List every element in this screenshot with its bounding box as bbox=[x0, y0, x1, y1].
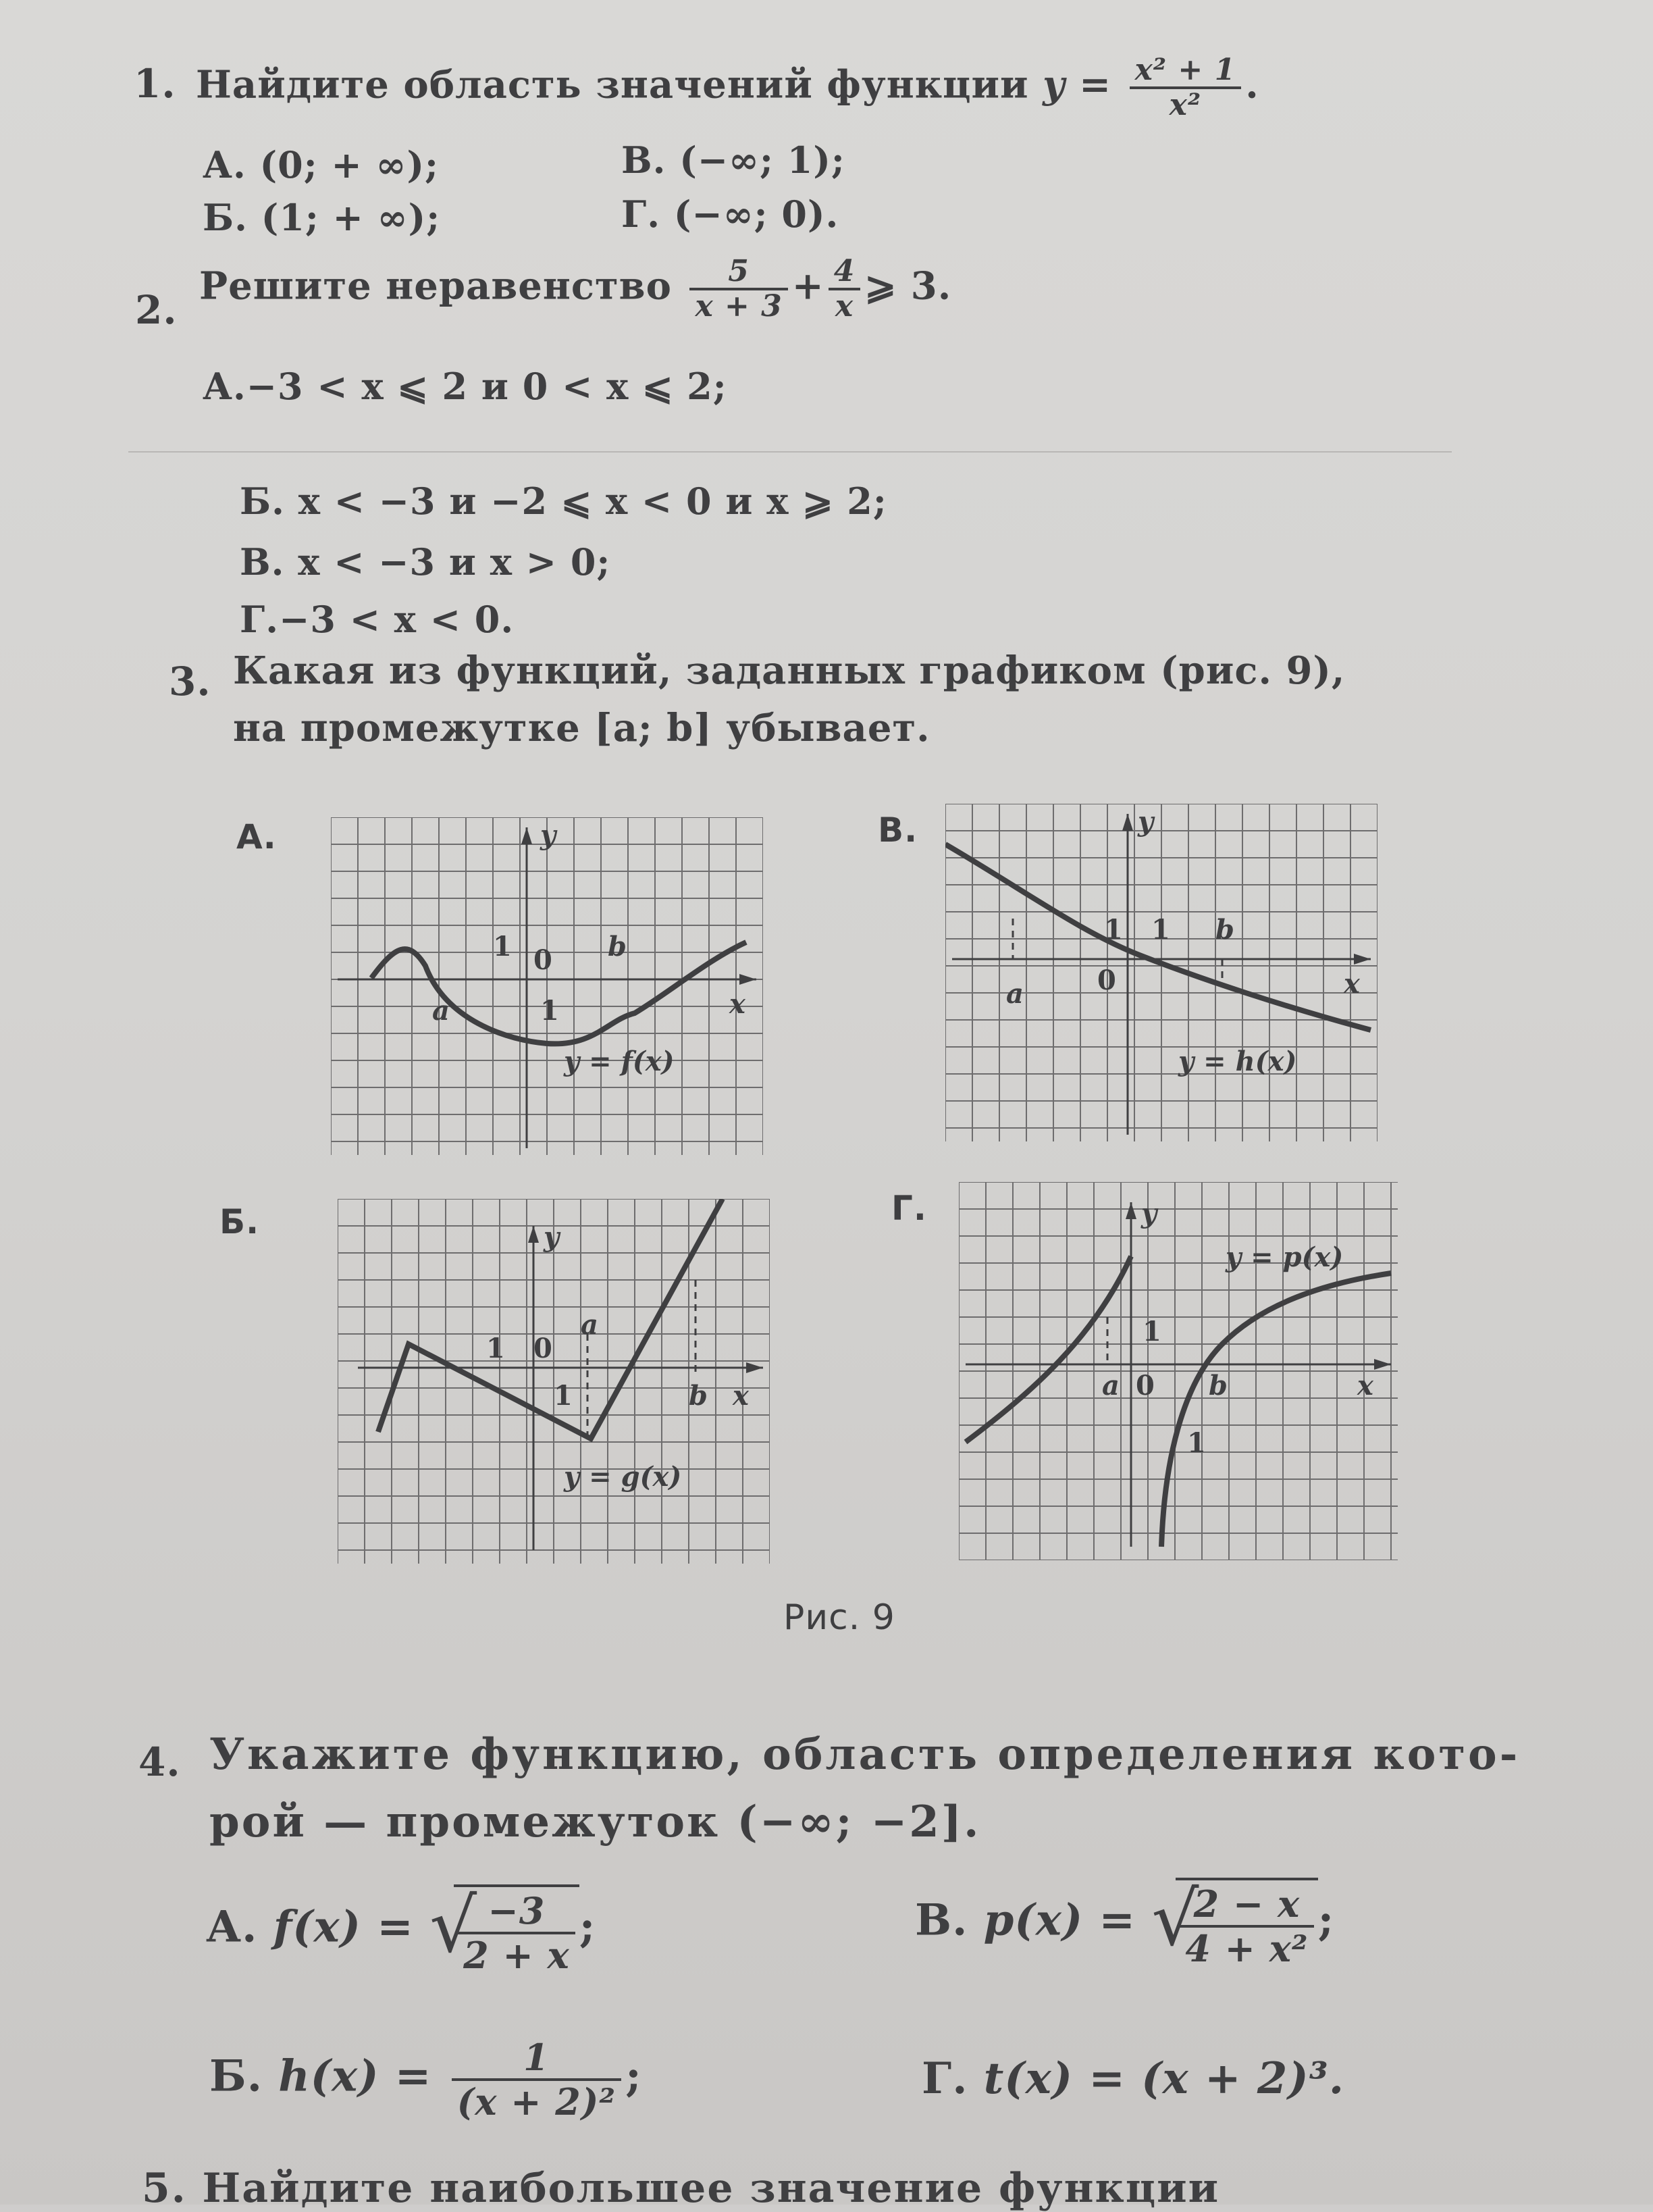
q5-partial: 5. Найдите наибольшее значение функции bbox=[142, 2165, 1220, 2212]
graph-g-y-label: y bbox=[1141, 1198, 1157, 1229]
q1-fn-lhs: y = bbox=[1043, 62, 1112, 107]
q1-prompt: Найдите область значений функции bbox=[196, 62, 1029, 107]
graph-b-zero: 0 bbox=[533, 1333, 552, 1364]
graph-g-one-x: 1 bbox=[1187, 1427, 1206, 1459]
q3-line1: Какая из функций, заданных графиком (рис. 9), bbox=[233, 648, 1346, 693]
graph-a-one-x: 1 bbox=[540, 995, 559, 1027]
q4-option-v-lhs: p(x) = bbox=[983, 1895, 1136, 1946]
q4-option-v-sqrt: √ $\frac{2 - x}{\text{4 + x²}}$ bbox=[1151, 1878, 1317, 1970]
q2-text bbox=[199, 255, 951, 323]
q2-f2-den: x bbox=[835, 289, 854, 324]
q4-line2: рой — промежуток (−∞; −2]. bbox=[209, 1797, 981, 1847]
q4-option-b-fraction: $\frac{1}{\text{(x + 2)²}}$ bbox=[452, 2036, 621, 2123]
q4-option-v: В. p(x) = √ $\frac{2 - x}{\text{4 + x²}}$ ; bbox=[915, 1876, 1335, 1970]
graph-g-x-label: x bbox=[1357, 1370, 1373, 1401]
q2-tail: ⩾ 3. bbox=[864, 263, 952, 309]
graph-v-one-x: 1 bbox=[1151, 914, 1170, 946]
q1-option-a: А. (0; + ∞); bbox=[203, 143, 439, 186]
graph-v-fn: y = h(x) bbox=[1178, 1046, 1297, 1077]
graph-v-label: В. bbox=[878, 811, 918, 850]
graph-b-y-label: y bbox=[544, 1221, 560, 1253]
q4-option-b-label: Б. bbox=[209, 2051, 263, 2102]
q2-option-b: Б. x < −3 и −2 ⩽ x < 0 и x ⩾ 2; bbox=[240, 480, 887, 523]
graph-a-y-label: y bbox=[540, 819, 556, 851]
q4-line1: Укажите функцию, область определения кото- bbox=[209, 1729, 1521, 1780]
graph-g-one-y: 1 bbox=[1143, 1316, 1161, 1347]
q2-option-v: В. x < −3 и x > 0; bbox=[240, 540, 611, 584]
graph-v-one-y: 1 bbox=[1104, 914, 1123, 946]
graph-a-b: b bbox=[608, 931, 627, 962]
graph-a-curve bbox=[371, 942, 746, 1044]
graph-v-y-label: y bbox=[1138, 806, 1154, 838]
q2-number: 2. bbox=[135, 287, 178, 333]
graph-a-a: a bbox=[432, 995, 450, 1027]
q1-fraction bbox=[1130, 54, 1242, 122]
q4-number: 4. bbox=[138, 1739, 181, 1785]
q2-f1-den: x + 3 bbox=[695, 289, 783, 324]
q4-option-a-label: А. bbox=[206, 1901, 258, 1953]
q2-option-a: А.−3 < x ⩽ 2 и 0 < x ⩽ 2; bbox=[203, 365, 727, 408]
q4-option-a-sqrt: √ $\frac{-3}{2 + x}$ bbox=[429, 1884, 579, 1976]
q2-fraction-1 bbox=[689, 255, 787, 323]
q4-option-g-expr: t(x) = (x + 2)³. bbox=[983, 2053, 1344, 2104]
graph-b-fn: y = g(x) bbox=[564, 1461, 682, 1493]
q1-fraction-num: x² + 1 bbox=[1130, 54, 1242, 89]
graph-g bbox=[959, 1182, 1398, 1560]
graph-g-label: Г. bbox=[891, 1189, 927, 1228]
graph-b-label: Б. bbox=[219, 1202, 260, 1241]
graph-g-fn: y = p(x) bbox=[1226, 1241, 1344, 1273]
graph-g-a: a bbox=[1102, 1370, 1120, 1401]
graph-g-zero: 0 bbox=[1136, 1370, 1155, 1401]
q4-option-a-lhs: f(x) = bbox=[273, 1901, 414, 1953]
q2-f2-num: 4 bbox=[829, 255, 861, 290]
graph-b bbox=[338, 1199, 770, 1564]
graph-a-grid bbox=[331, 817, 763, 1155]
graph-b-one-x: 1 bbox=[554, 1380, 573, 1412]
q4-option-g: Г. t(x) = (x + 2)³. bbox=[922, 2053, 1344, 2104]
graph-a-zero: 0 bbox=[533, 944, 552, 976]
fold-line bbox=[128, 451, 1452, 453]
q3-number: 3. bbox=[169, 659, 211, 704]
graph-a bbox=[331, 817, 763, 1155]
graph-a-fn: y = f(x) bbox=[564, 1046, 675, 1077]
q2-option-g: Г.−3 < x < 0. bbox=[240, 598, 515, 641]
q2-prompt: Решите неравенство bbox=[199, 263, 672, 309]
q1-option-b: Б. (1; + ∞); bbox=[203, 196, 441, 239]
graph-v-b: b bbox=[1215, 914, 1234, 946]
graph-a-one-y: 1 bbox=[493, 931, 512, 962]
graph-a-label: А. bbox=[236, 817, 277, 856]
graph-g-curve-left bbox=[966, 1256, 1131, 1442]
graph-g-b: b bbox=[1209, 1370, 1228, 1401]
q4-option-v-label: В. bbox=[915, 1895, 968, 1946]
graph-g-grid bbox=[959, 1182, 1398, 1560]
q4-option-b-lhs: h(x) = bbox=[278, 2051, 432, 2102]
graph-v-a: a bbox=[1006, 978, 1024, 1010]
q1-tail: . bbox=[1245, 62, 1259, 107]
graph-v-grid bbox=[945, 804, 1378, 1141]
q1-text bbox=[196, 54, 1259, 122]
graph-a-x-label: x bbox=[729, 988, 745, 1020]
q1-number: 1. bbox=[134, 61, 176, 107]
graph-v-zero: 0 bbox=[1097, 964, 1116, 996]
q1-fraction-den: x² bbox=[1169, 88, 1202, 122]
q3-line2: на промежутке [a; b] убывает. bbox=[233, 706, 930, 750]
q1-option-g: Г. (−∞; 0). bbox=[621, 192, 839, 236]
q4-option-a: А. f(x) = √ $\frac{-3}{2 + x}$ ; bbox=[206, 1882, 596, 1977]
graph-b-b: b bbox=[689, 1380, 708, 1412]
q4-option-b: Б. h(x) = $\frac{1}{\text{(x + 2)²}}$ ; bbox=[209, 2036, 642, 2124]
q2-f1-num: 5 bbox=[689, 255, 787, 290]
graph-b-one-y: 1 bbox=[486, 1333, 505, 1364]
graph-b-x-label: x bbox=[733, 1380, 749, 1412]
q1-option-v: В. (−∞; 1); bbox=[621, 138, 845, 182]
q2-plus: + bbox=[791, 263, 824, 309]
graph-v-x-label: x bbox=[1344, 968, 1360, 1000]
q2-fraction-2 bbox=[829, 255, 861, 323]
graph-b-a: a bbox=[581, 1309, 598, 1341]
graph-v bbox=[945, 804, 1378, 1141]
figure-caption: Рис. 9 bbox=[783, 1597, 895, 1638]
